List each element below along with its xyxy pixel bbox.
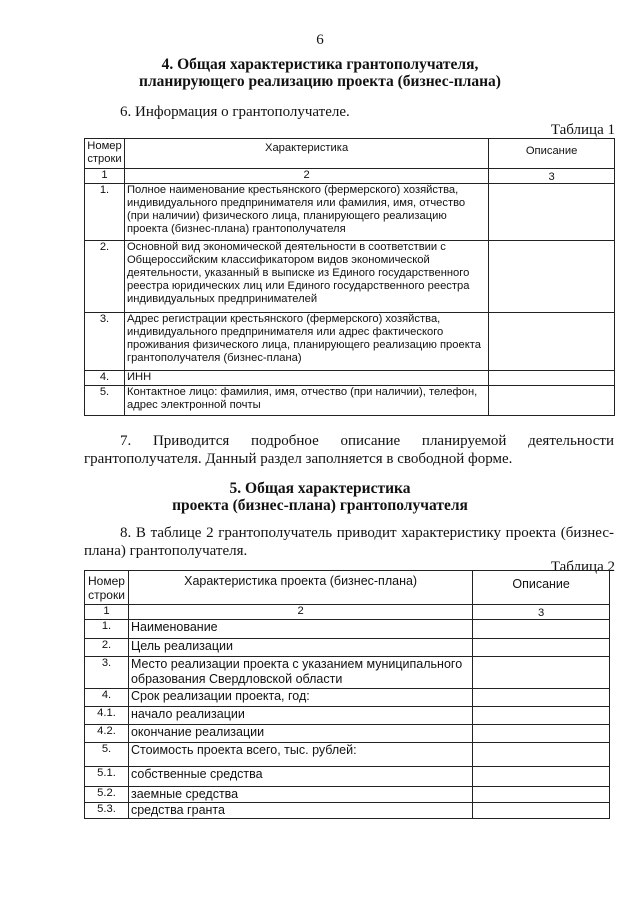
table-row [85,241,615,313]
row-characteristic: Полное наименование крестьянского (фермерского) хозяйства, индивидуального предпринимателя или фамилия, имя, отчество (при наличии) физического лица, планирующего реализацию проекта (бизнес-плана) грантополучателя [124,184,488,241]
paragraph-8-line2: плана) грантополучателя. [84,543,248,559]
table-1-index-row [85,169,615,184]
table-2-header-num: Номер строки [85,571,129,605]
row-description [473,707,610,725]
table-2-header-characteristic: Характеристика проекта (бизнес-плана) [128,571,472,605]
row-number: 4. [85,689,129,707]
row-characteristic: окончание реализации [128,725,472,743]
table-row [85,371,615,386]
table-row [85,689,610,707]
row-description [473,743,610,767]
row-number: 5.2. [85,787,129,803]
table-row [85,313,615,371]
table-2-header-description: Описание [473,571,610,605]
table-row [85,787,610,803]
row-description [489,386,615,416]
table-2-header-row [85,571,610,605]
table-row [85,639,610,657]
row-description [473,803,610,819]
row-characteristic: Наименование [128,620,472,639]
section-5-heading [0,480,640,514]
row-characteristic: Адрес регистрации крестьянского (фермерского) хозяйства, индивидуального предпринимателя или адрес фактического проживания физического лица, планирующего реализацию проекта грантополучателя (бизнес-плана) [124,313,488,371]
section-5-title-line1: 5. Общая характеристика [229,480,411,497]
row-number: 4.1. [85,707,129,725]
paragraph-7-line1: 7. Приводится подробное описание планируемой деятельности [120,433,614,449]
row-characteristic: средства гранта [128,803,472,819]
row-description [473,689,610,707]
table-cell: 1 [85,169,125,184]
row-description [473,639,610,657]
row-number: 5.3. [85,803,129,819]
table-row [85,657,610,689]
row-characteristic: Основной вид экономической деятельности в соответствии с Общероссийским классификатором видов экономической деятельности, указанный в выписке из Единого государственного реестра юридических лиц или Единого государственного реестра индивидуальных предпринимателей [124,241,488,313]
table-row [85,184,615,241]
table-row [85,725,610,743]
table-1-header-num: Номер строки [85,139,125,169]
paragraph-6: 6. Информация о грантополучателе. [120,104,350,120]
table-row [85,386,615,416]
row-description [473,657,610,689]
table-1 [84,138,615,416]
row-number: 3. [85,313,125,371]
row-characteristic: заемные средства [128,787,472,803]
table-cell: 3 [473,605,610,620]
paragraph-8 [84,524,614,560]
table-row [85,707,610,725]
row-description [473,767,610,787]
row-characteristic: Стоимость проекта всего, тыс. рублей: [128,743,472,767]
row-number: 3. [85,657,129,689]
paragraph-8-line1: 8. В таблице 2 грантополучатель приводит характеристику проекта (бизнес- [120,525,614,541]
row-number: 5. [85,386,125,416]
row-description [473,620,610,639]
row-characteristic: Срок реализации проекта, год: [128,689,472,707]
row-number: 4.2. [85,725,129,743]
table-row [85,743,610,767]
table-row [85,620,610,639]
section-4-heading [0,56,640,90]
row-description [489,313,615,371]
table-1-header-description: Описание [489,139,615,169]
row-number: 2. [85,639,129,657]
row-characteristic: ИНН [124,371,488,386]
row-description [489,241,615,313]
section-4-title-line1: 4. Общая характеристика грантополучателя, [161,56,479,73]
section-5-title-line2: проекта (бизнес-плана) грантополучателя [172,497,468,514]
table-cell: 3 [489,169,615,184]
table-cell: 2 [124,169,488,184]
row-number: 5. [85,743,129,767]
row-number: 2. [85,241,125,313]
row-characteristic: Цель реализации [128,639,472,657]
row-description [489,184,615,241]
row-characteristic: Контактное лицо: фамилия, имя, отчество (при наличии), телефон, адрес электронной почты [124,386,488,416]
table-2-index-row [85,605,610,620]
row-number: 1. [85,620,129,639]
row-number: 1. [85,184,125,241]
table-cell: 1 [85,605,129,620]
row-characteristic: собственные средства [128,767,472,787]
section-4-title-line2: планирующего реализацию проекта (бизнес-плана) [139,73,501,90]
row-description [489,371,615,386]
row-characteristic: начало реализации [128,707,472,725]
row-characteristic: Место реализации проекта с указанием муниципального образования Свердловской области [128,657,472,689]
table-2 [84,570,610,819]
row-description [473,725,610,743]
table-row [85,767,610,787]
paragraph-7-line2: грантополучателя. Данный раздел заполняется в свободной форме. [84,451,513,467]
table-1-header-row [85,139,615,169]
row-description [473,787,610,803]
paragraph-7 [84,432,614,468]
table-1-header-characteristic: Характеристика [124,139,488,169]
table-1-caption: Таблица 1 [550,122,615,138]
table-row [85,803,610,819]
row-number: 4. [85,371,125,386]
table-2-caption: Таблица 2 [550,559,615,575]
page-number: 6 [316,32,324,48]
row-number: 5.1. [85,767,129,787]
table-cell: 2 [128,605,472,620]
